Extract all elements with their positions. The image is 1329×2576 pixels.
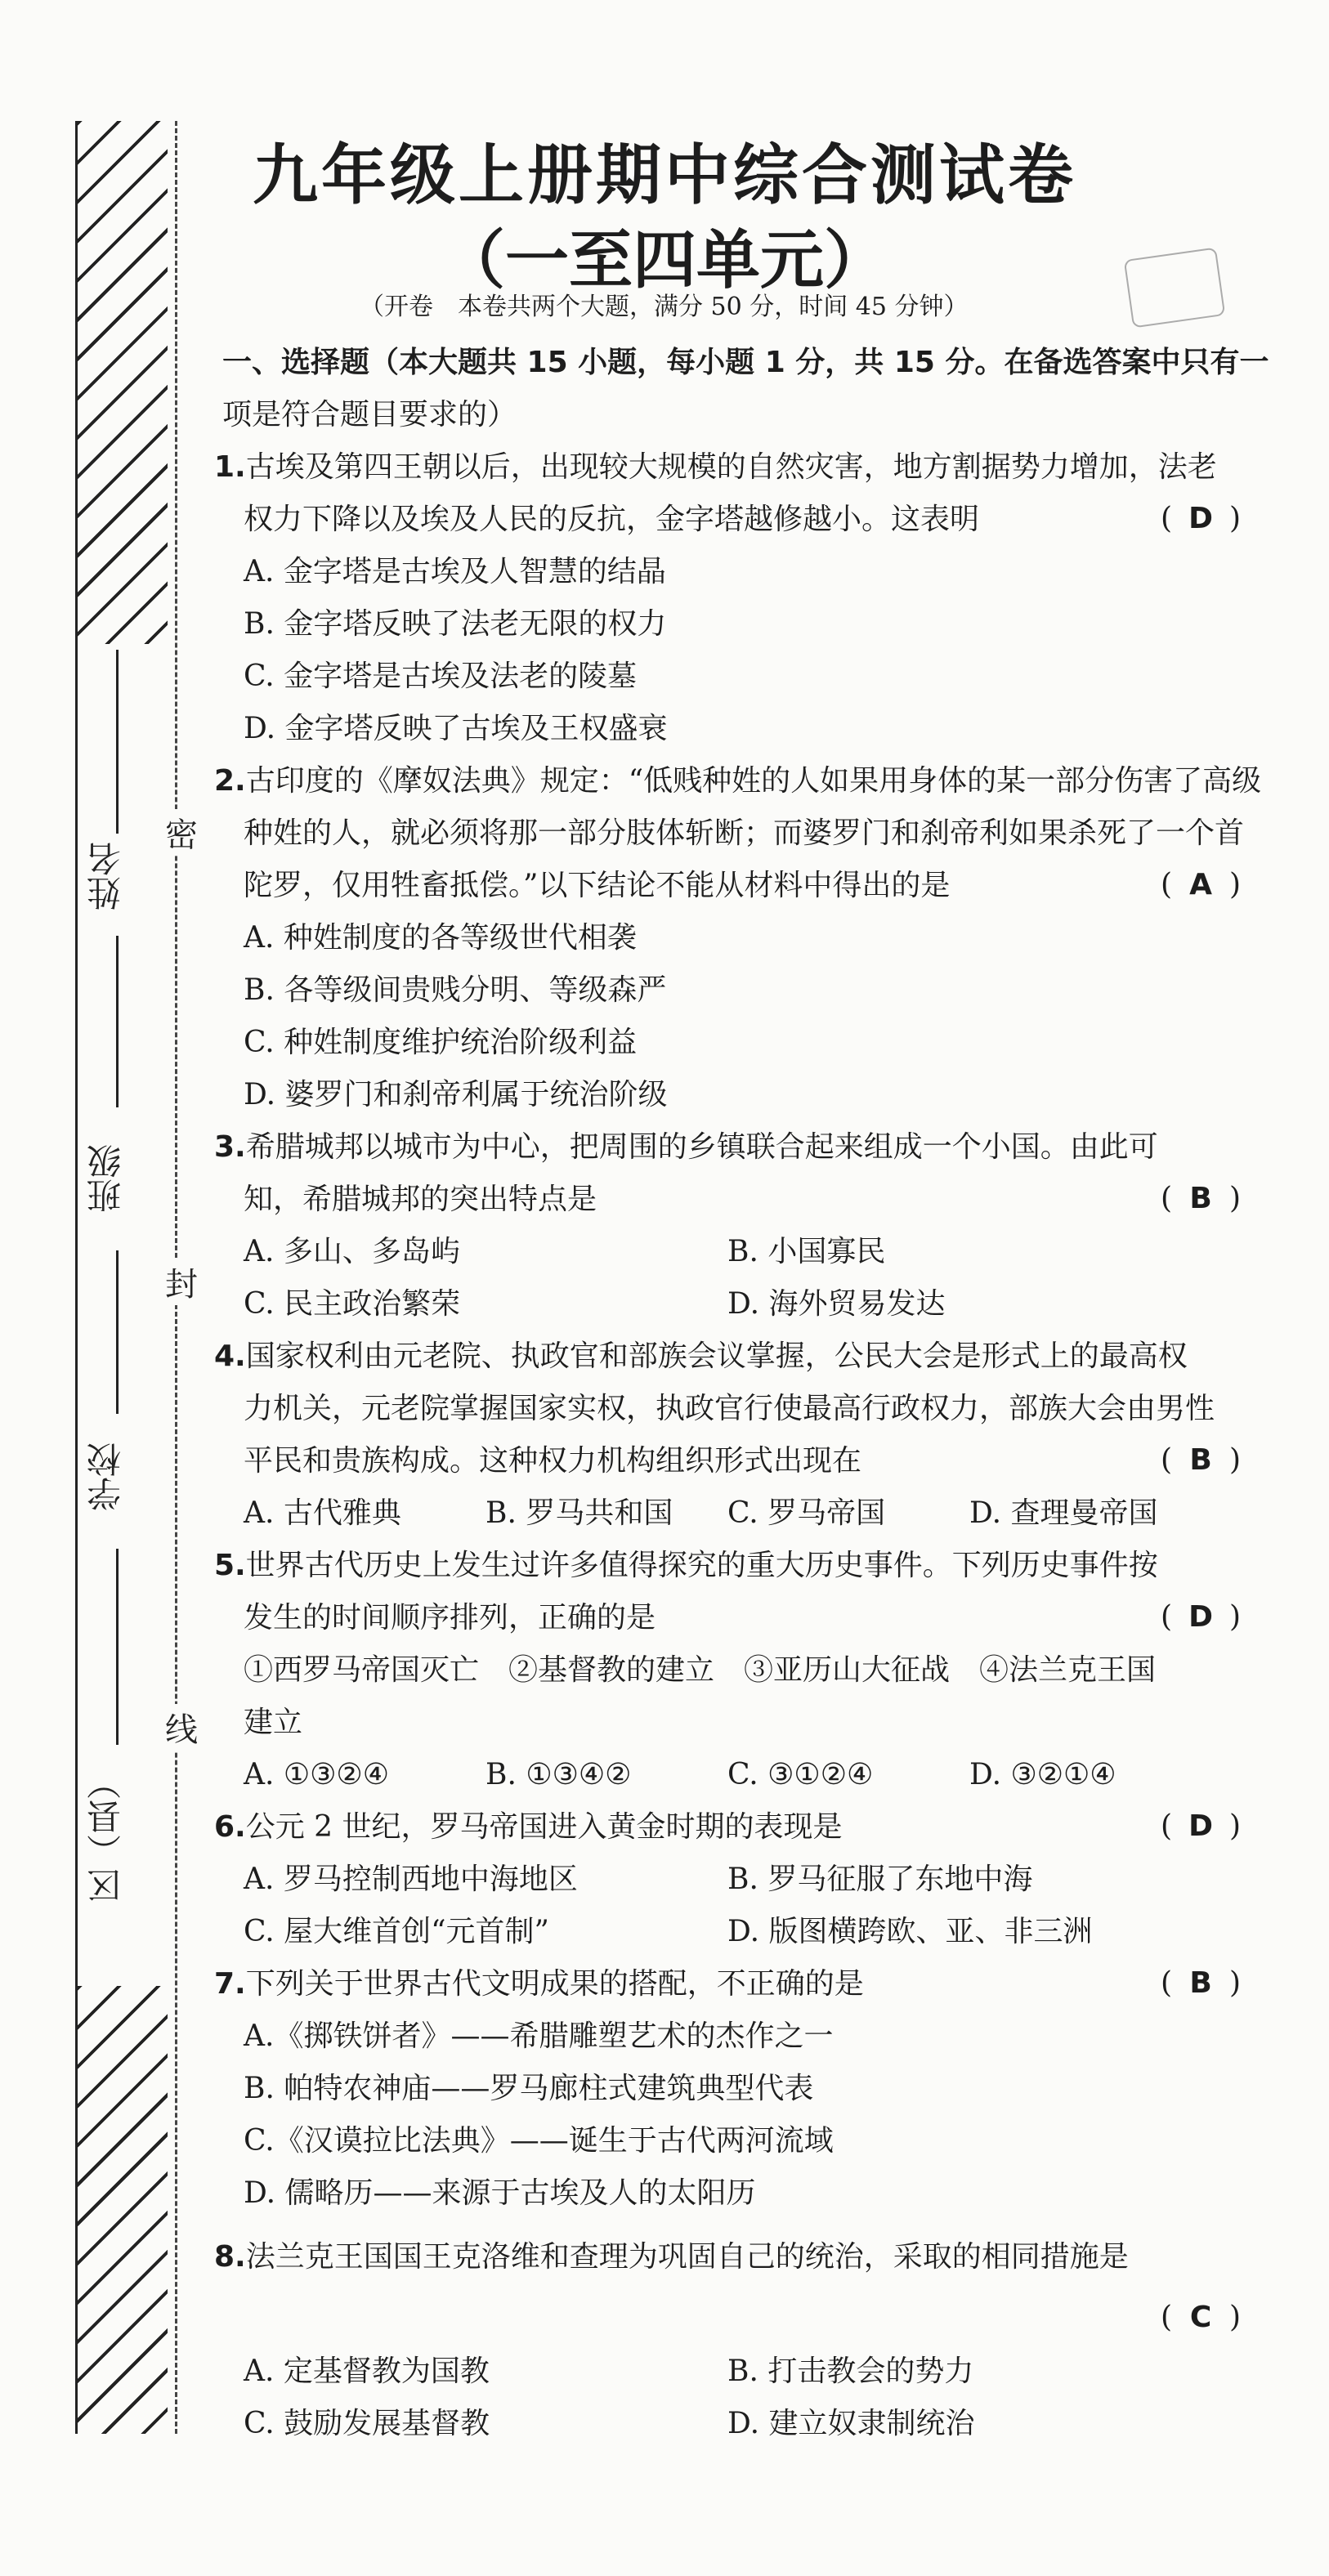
q1-stem-1: 1.古埃及第四王朝以后，出现较大规模的自然灾害，地方割据势力增加，法老 <box>214 450 1217 484</box>
q3-answer: ( B ) <box>1161 1182 1242 1215</box>
q6-option-b: B. 罗马征服了东地中海 <box>727 1863 1033 1896</box>
q6-option-a: A. 罗马控制西地中海地区 <box>244 1863 578 1896</box>
hatch-bottom <box>78 1986 168 2434</box>
q5-option-d: D. ③②①④ <box>969 1758 1116 1791</box>
q2-option-d: D. 婆罗门和刹帝利属于统治阶级 <box>244 1078 668 1111</box>
q4-stem-3: 平民和贵族构成。这种权力机构组织形式出现在 <box>244 1444 862 1478</box>
q2-option-b: B. 各等级间贵贱分明、等级森严 <box>244 973 667 1007</box>
q1-option-c: C. 金字塔是古埃及法老的陵墓 <box>244 660 638 693</box>
stamp-icon <box>1124 247 1226 328</box>
q3-option-c: C. 民主政治繁荣 <box>244 1287 461 1321</box>
q6-option-d: D. 版图横跨欧、亚、非三洲 <box>727 1915 1093 1948</box>
q7-option-a: A.《掷铁饼者》——希腊雕塑艺术的杰作之一 <box>244 2019 834 2053</box>
q7-stem-1: 7.下列关于世界古代文明成果的搭配，不正确的是 <box>214 1967 864 2001</box>
q4-option-d: D. 查理曼帝国 <box>969 1496 1158 1530</box>
name-label: 姓名 <box>86 842 126 910</box>
q5-stem-3: ①西罗马帝国灭亡 ②基督教的建立 ③亚历山大征战 ④法兰克王国 <box>244 1653 1157 1687</box>
school-label: 学校 <box>86 1442 126 1511</box>
q2-stem-2: 种姓的人，就必须将那一部分肢体斩断；而婆罗门和刹帝利如果杀死了一个首 <box>244 816 1245 850</box>
q5-option-b: B. ①③④② <box>486 1758 632 1791</box>
q5-stem-1: 5.世界古代历史上发生过许多值得探究的重大历史事件。下列历史事件按 <box>214 1549 1158 1582</box>
exam-note: （开卷 本卷共两个大题，满分 50 分，时间 45 分钟） <box>360 293 969 321</box>
q4-stem-2: 力机关，元老院掌握国家实权，执政官行使最高行政权力，部族大会由男性 <box>244 1392 1215 1425</box>
school-underline <box>116 1250 119 1414</box>
q2-stem-3: 陀罗，仅用牲畜抵偿。”以下结论不能从材料中得出的是 <box>244 869 951 902</box>
q1-option-d: D. 金字塔反映了古埃及王权盛衰 <box>244 712 668 745</box>
section-heading-line1: 一、选择题（本大题共 15 小题，每小题 1 分，共 15 分。在备选答案中只有一 <box>222 346 1269 379</box>
q7-option-c: C.《汉谟拉比法典》——诞生于古代两河流域 <box>244 2124 834 2158</box>
q1-option-b: B. 金字塔反映了法老无限的权力 <box>244 607 667 641</box>
q7-option-d: D. 儒略历——来源于古埃及人的太阳历 <box>244 2176 756 2210</box>
q8-option-c: C. 鼓励发展基督教 <box>244 2407 490 2440</box>
q2-option-a: A. 种姓制度的各等级世代相袭 <box>244 921 637 955</box>
q4-option-a: A. 古代雅典 <box>244 1496 401 1530</box>
q3-stem-2: 知，希腊城邦的突出特点是 <box>244 1183 597 1216</box>
district-label: 区（县） <box>86 1765 126 1903</box>
class-underline <box>116 936 119 1107</box>
q4-stem-1: 4.国家权利由元老院、执政官和部族会议掌握，公民大会是形式上的最高权 <box>214 1339 1188 1373</box>
q4-answer: ( B ) <box>1161 1443 1242 1477</box>
name-underline <box>116 650 119 834</box>
q5-stem-2: 发生的时间顺序排列，正确的是 <box>244 1601 656 1635</box>
q8-option-a: A. 定基督教为国教 <box>244 2355 490 2388</box>
q3-option-d: D. 海外贸易发达 <box>727 1287 946 1321</box>
page-title: 九年级上册期中综合测试卷 <box>253 137 1076 213</box>
q3-option-a: A. 多山、多岛屿 <box>244 1235 460 1268</box>
q8-option-b: B. 打击教会的势力 <box>727 2355 974 2388</box>
seal-xian: 线 <box>163 1704 199 1751</box>
q8-option-d: D. 建立奴隶制统治 <box>727 2407 975 2440</box>
q2-answer: ( A ) <box>1161 868 1242 901</box>
q3-option-b: B. 小国寡民 <box>727 1235 886 1268</box>
q2-option-c: C. 种姓制度维护统治阶级利益 <box>244 1026 638 1059</box>
seal-feng: 封 <box>163 1259 199 1305</box>
q1-answer: ( D ) <box>1161 502 1242 535</box>
q4-option-c: C. 罗马帝国 <box>727 1496 886 1530</box>
q6-answer: ( D ) <box>1161 1809 1242 1843</box>
q5-option-a: A. ①③②④ <box>244 1758 389 1791</box>
q8-stem-1: 8.法兰克王国国王克洛维和查理为巩固自己的统治，采取的相同措施是 <box>214 2240 1129 2274</box>
district-underline <box>116 1549 119 1745</box>
q5-stem-4: 建立 <box>244 1706 303 1739</box>
q1-option-a: A. 金字塔是古埃及人智慧的结晶 <box>244 555 666 588</box>
class-label: 班级 <box>86 1144 126 1213</box>
q3-stem-1: 3.希腊城邦以城市为中心，把周围的乡镇联合起来组成一个小国。由此可 <box>214 1130 1158 1164</box>
q7-option-b: B. 帕特农神庙——罗马廊柱式建筑典型代表 <box>244 2072 814 2105</box>
q7-answer: ( B ) <box>1161 1966 1242 2000</box>
page-subtitle: （一至四单元） <box>441 224 888 297</box>
q5-answer: ( D ) <box>1161 1600 1242 1634</box>
q6-stem-1: 6.公元 2 世纪，罗马帝国进入黄金时期的表现是 <box>214 1810 843 1844</box>
seal-mi: 密 <box>163 809 199 856</box>
q6-option-c: C. 屋大维首创“元首制” <box>244 1915 549 1948</box>
q2-stem-1: 2.古印度的《摩奴法典》规定：“低贱种姓的人如果用身体的某一部分伤害了高级 <box>214 764 1262 798</box>
q5-option-c: C. ③①②④ <box>727 1758 874 1791</box>
q1-stem-2: 权力下降以及埃及人民的反抗，金字塔越修越小。这表明 <box>244 503 980 536</box>
q8-answer: ( C ) <box>1161 2301 1242 2334</box>
section-heading-line2: 项是符合题目要求的） <box>222 398 517 432</box>
q4-option-b: B. 罗马共和国 <box>486 1496 673 1530</box>
